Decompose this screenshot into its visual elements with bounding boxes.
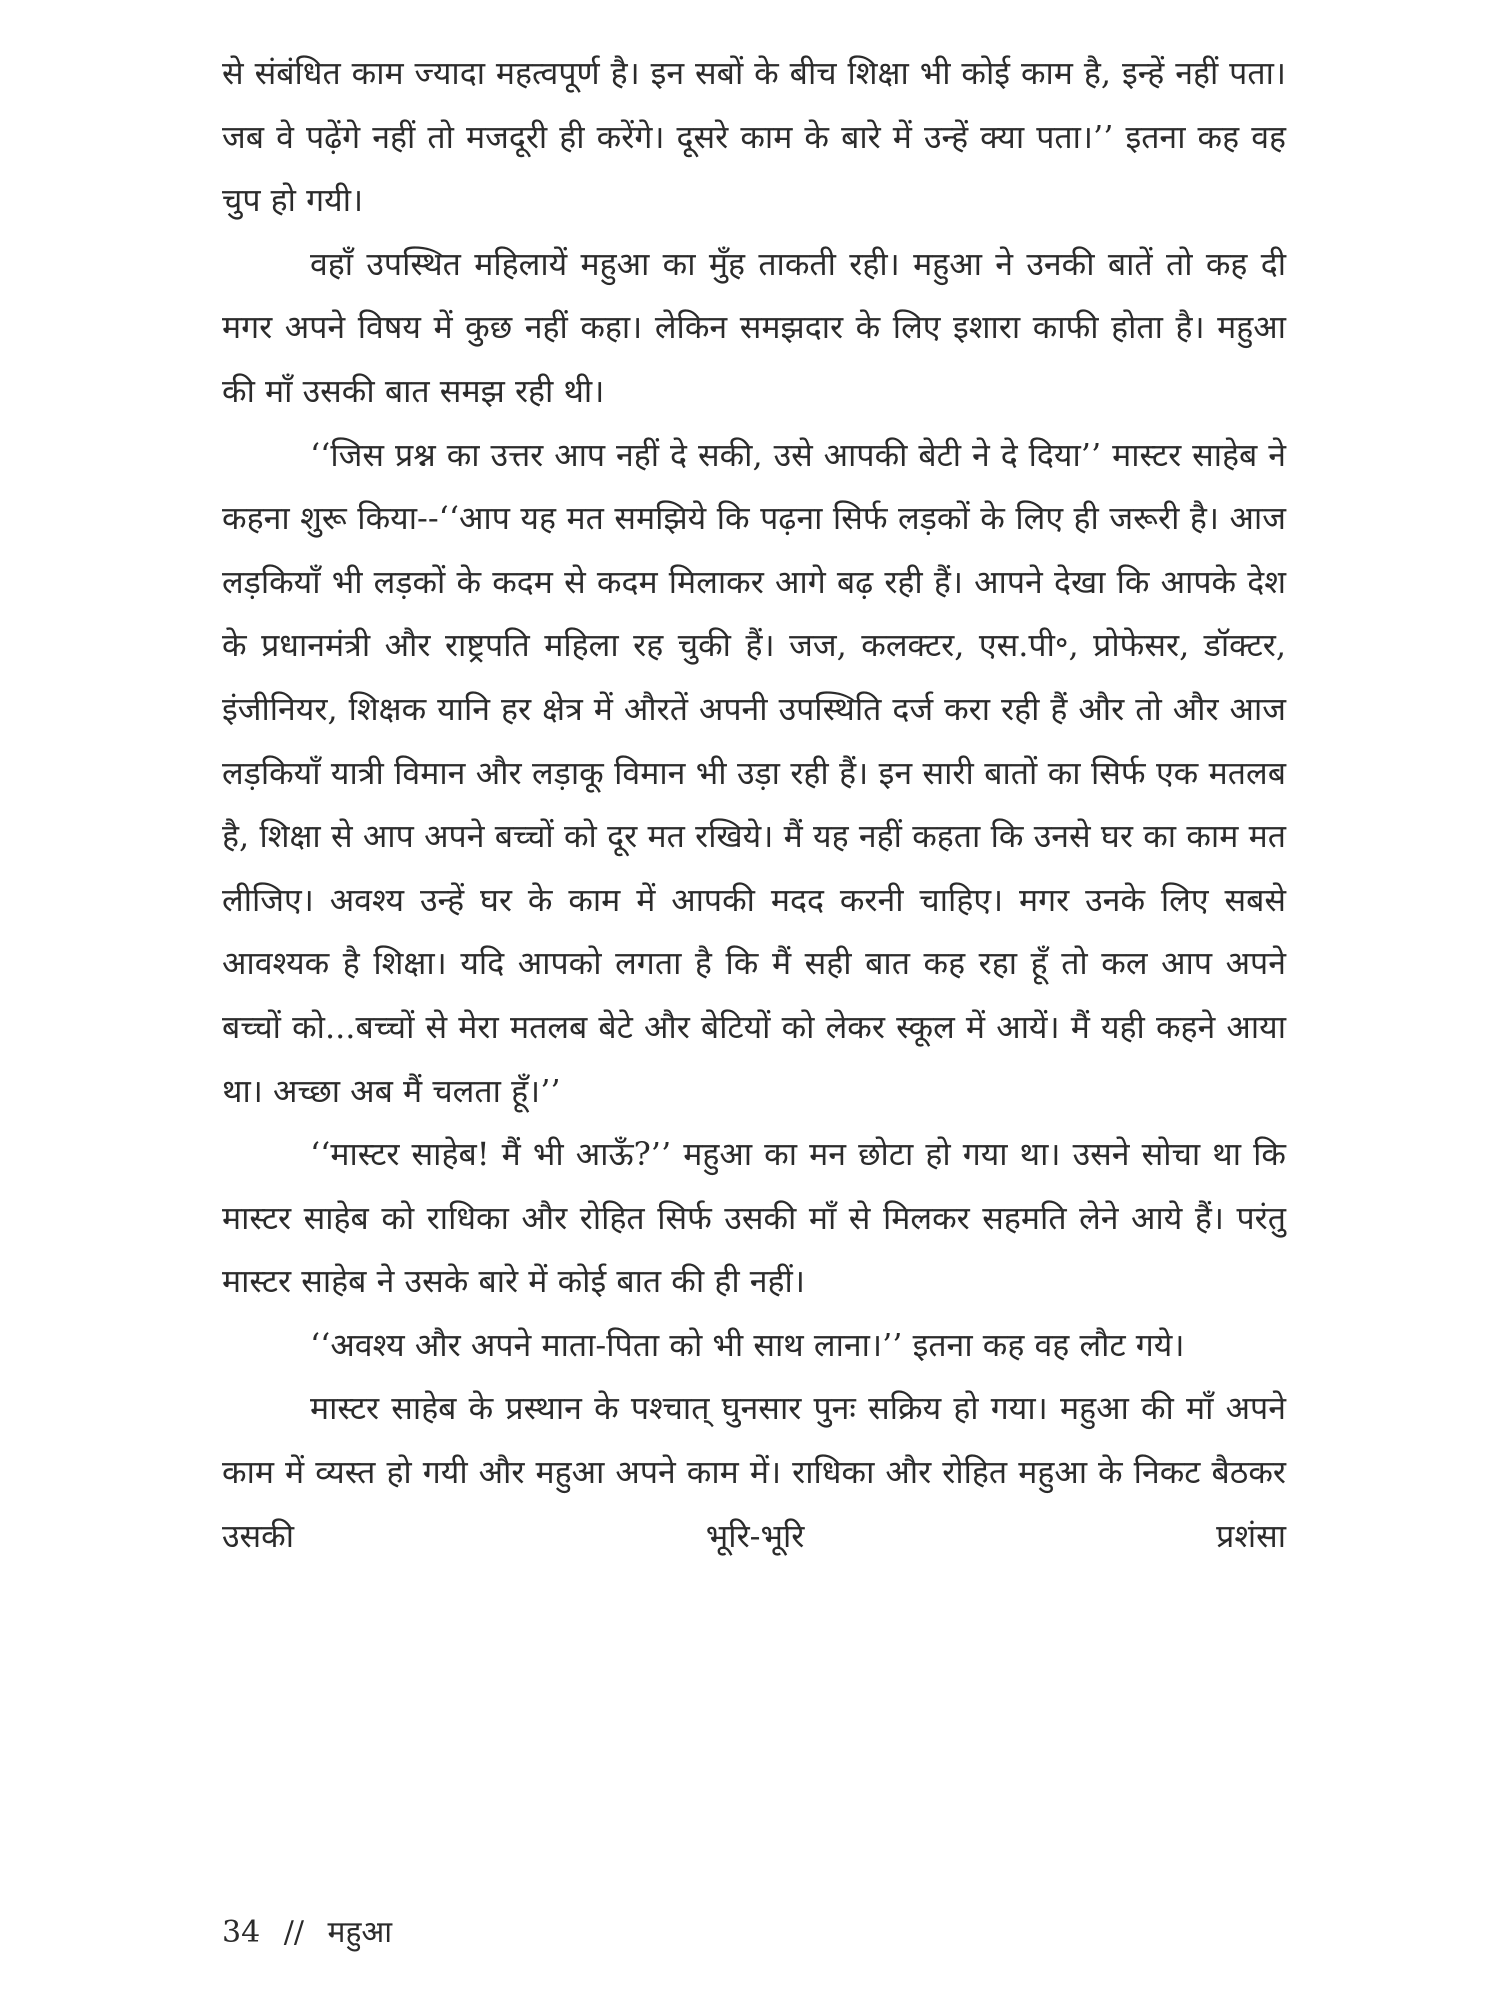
paragraph-5: ‘‘अवश्य और अपने माता-पिता को भी साथ लाना।’’ इतना कह वह लौट गये। — [310, 1325, 1185, 1364]
paragraph-3: ‘‘जिस प्रश्न का उत्तर आप नहीं दे सकी, उसे आपकी बेटी ने दे दिया’’ मास्टर साहेब ने कहना शुरू किया--‘‘आप यह मत समझिये कि पढ़ना सिर्फ लड़कों के लिए ही जरूरी है। आज लड़कियाँ भी लड़कों के कदम से कदम मिलाकर आगे बढ़ रही हैं। आपने देखा कि आपके देश के प्रधानमंत्री और राष्ट्रपति महिला रह चुकी हैं। जज, कलक्टर, एस.पी॰, प्रोफेसर, डॉक्टर, इंजीनियर, शिक्षक यानि हर क्षेत्र में औरतें अपनी उपस्थिति दर्ज करा रही हैं और तो और आज लड़कियाँ यात्री विमान और लड़ाकू विमान भी उड़ा रही हैं। इन सारी बातों का सिर्फ एक मतलब है, शिक्षा से आप अपने बच्चों को दूर मत रखिये। मैं यह नहीं कहता कि उनसे घर का काम मत लीजिए। अवश्य उन्हें घर के काम में आपकी मदद करनी चाहिए। मगर उनके लिए सबसे आवश्यक है शिक्षा। यदि आपको लगता है कि मैं सही बात कह रहा हूँ तो कल आप अपने बच्चों को...बच्चों से मेरा मतलब बेटे और बेटियों को लेकर स्कूल में आयें। मैं यही कहने आया था। अच्छा अब मैं चलता हूँ।’’ — [222, 435, 1286, 1110]
paragraph-4: ‘‘मास्टर साहेब! मैं भी आऊँ?’’ महुआ का मन छोटा हो गया था। उसने सोचा था कि मास्टर साहेब को राधिका और रोहित सिर्फ उसकी माँ से मिलकर सहमति लेने आये हैं। परंतु मास्टर साहेब ने उसके बारे में कोई बात की ही नहीं। — [222, 1135, 1286, 1301]
body-text — [222, 42, 1286, 1568]
footer-separator: // — [283, 1915, 304, 1950]
page-number: 34 — [222, 1915, 261, 1950]
paragraph-6: मास्टर साहेब के प्रस्थान के पश्चात् घुनसार पुनः सक्रिय हो गया। महुआ की माँ अपने काम में व्यस्त हो गयी और महुआ अपने काम में। राधिका और रोहित महुआ के निकट बैठकर उसकी भूरि-भूरि प्रशंसा — [222, 1389, 1286, 1555]
paragraph-1: से संबंधित काम ज्यादा महत्वपूर्ण है। इन सबों के बीच शिक्षा भी कोई काम है, इन्हें नहीं पता। जब वे पढ़ेंगे नहीं तो मजदूरी ही करेंगे। दूसरे काम के बारे में उन्हें क्या पता।’’ इतना कह वह चुप हो गयी। — [222, 54, 1286, 220]
book-title: महुआ — [327, 1915, 393, 1950]
page-footer — [222, 1910, 392, 1951]
paragraph-2: वहाँ उपस्थित महिलायें महुआ का मुँह ताकती रही। महुआ ने उनकी बातें तो कह दी मगर अपने विषय में कुछ नहीं कहा। लेकिन समझदार के लिए इशारा काफी होता है। महुआ की माँ उसकी बात समझ रही थी। — [222, 244, 1286, 410]
